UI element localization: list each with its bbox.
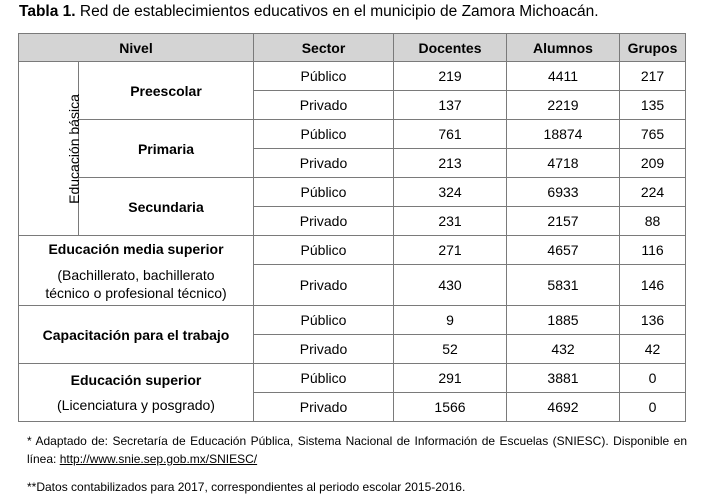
grupos-cell: 209 [620,149,686,178]
docentes-cell: 9 [394,306,507,335]
alumnos-cell: 6933 [507,178,620,207]
basica-cell [19,62,82,236]
header-grupos: Grupos [620,34,686,62]
grupos-cell: 42 [620,335,686,364]
docentes-cell: 219 [394,62,507,91]
alumnos-cell: 4411 [507,62,620,91]
superior-cell [19,364,254,422]
header-row [19,34,686,62]
sector-cell: Público [254,62,394,91]
grupos-cell: 88 [620,207,686,236]
data-note: **Datos contabilizados para 2017, correspondientes al periodo escolar 2015-2016. [27,480,466,494]
secundaria-label: Secundaria [79,178,254,236]
table-row [19,178,686,207]
docentes-cell: 213 [394,149,507,178]
sector-cell: Privado [254,207,394,236]
alumnos-cell: 432 [507,335,620,364]
grupos-cell: 136 [620,306,686,335]
capacitacion-label: Capacitación para el trabajo [19,306,254,364]
sector-cell: Privado [254,335,394,364]
docentes-cell: 271 [394,236,507,265]
docentes-cell: 231 [394,207,507,236]
media-superior-cell [19,236,254,306]
alumnos-cell: 2219 [507,91,620,120]
alumnos-cell: 3881 [507,364,620,393]
alumnos-cell: 4657 [507,236,620,265]
alumnos-cell: 5831 [507,265,620,306]
sector-cell: Público [254,306,394,335]
alumnos-cell: 4692 [507,393,620,422]
docentes-cell: 137 [394,91,507,120]
grupos-cell: 224 [620,178,686,207]
sector-cell: Público [254,120,394,149]
source-note-text: * Adaptado de: Secretaría de Educación Pública, Sistema Nacional de Información de Escuelas (SNIESC). Disponible en línea: [27,434,687,466]
alumnos-cell: 18874 [507,120,620,149]
sector-cell: Público [254,178,394,207]
header-docentes: Docentes [394,34,507,62]
sector-cell: Público [254,236,394,265]
table-row [19,120,686,149]
docentes-cell: 52 [394,335,507,364]
education-table [18,33,686,422]
table-row [19,306,686,335]
preescolar-label: Preescolar [79,62,254,120]
grupos-cell: 217 [620,62,686,91]
alumnos-cell: 4718 [507,149,620,178]
header-nivel: Nivel [19,34,254,62]
table-caption [19,3,599,21]
table-row [19,62,686,91]
sector-cell: Privado [254,149,394,178]
grupos-cell: 116 [620,236,686,265]
header-sector: Sector [254,34,394,62]
sector-cell: Privado [254,265,394,306]
superior-label: Educación superior [70,372,202,388]
sector-cell: Privado [254,91,394,120]
grupos-cell: 0 [620,393,686,422]
grupos-cell: 765 [620,120,686,149]
grupos-cell: 146 [620,265,686,306]
grupos-cell: 0 [620,364,686,393]
sector-cell: Privado [254,393,394,422]
caption-label: Tabla 1. [19,3,76,20]
media-superior-label: Educación media superior [48,240,224,257]
header-alumnos: Alumnos [507,34,620,62]
source-link[interactable]: http://www.snie.sep.gob.mx/SNIESC/ [59,452,258,466]
superior-sub: (Licenciatura y posgrado) [57,397,215,413]
caption-text: Red de establecimientos educativos en el municipio de Zamora Michoacán. [79,3,599,20]
alumnos-cell: 1885 [507,306,620,335]
docentes-cell: 430 [394,265,507,306]
basica-label: Educación básica [65,93,82,204]
docentes-cell: 1566 [394,393,507,422]
table-row [19,364,686,393]
table-row [19,236,686,265]
source-note [27,432,687,468]
primaria-label: Primaria [79,120,254,178]
grupos-cell: 135 [620,91,686,120]
docentes-cell: 291 [394,364,507,393]
docentes-cell: 324 [394,178,507,207]
docentes-cell: 761 [394,120,507,149]
alumnos-cell: 2157 [507,207,620,236]
sector-cell: Público [254,364,394,393]
media-superior-sub: (Bachillerato, bachillerato técnico o profesional técnico) [45,266,227,301]
